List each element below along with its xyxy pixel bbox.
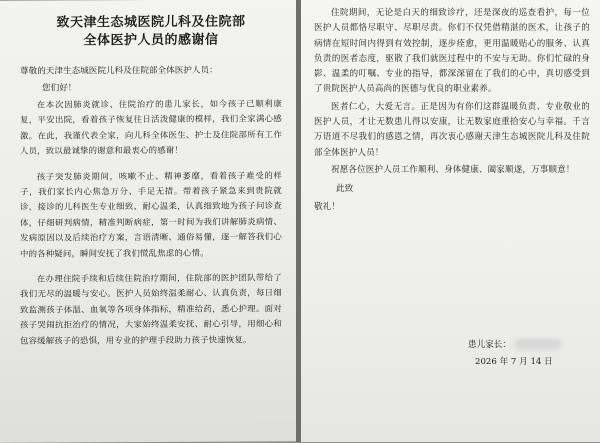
redacted-name (515, 339, 561, 350)
letter-title-line2: 全体医护人员的感谢信 (83, 32, 219, 49)
salutation: 尊敬的天津生态城医院儿科及住院部全体医护人员： (20, 65, 218, 77)
letter-date: 2026 年 7 月 14 日 (475, 357, 553, 367)
paragraph-1: 在本次因肺炎就诊、住院治疗的患儿家长，如今孩子已顺利康复，平安出院，看着孩子恢复往日活泼健康的模样，我们全家满心感激。在此，我谨代表全家，向儿科全体医生、护士及住院部所有工作人员，致以最诚挚的谢意和最衷心的感谢！ (20, 98, 282, 156)
letter-title-line1: 致天津生态城医院儿科及住院部 (56, 14, 246, 31)
letter-page-left (0, 0, 296, 443)
signature (468, 338, 561, 350)
signature-label: 患儿家长： (468, 340, 511, 350)
paragraph-4: 住院期间，无论是白天的细致诊疗，还是深夜的巡查看护，每一位医护人员都恪尽职守、尽职尽责。你们不仅凭借精湛的医术，让孩子的病情在短时间内得到有效控制，逐步痊愈，更用温暖贴心的服务、认真负责的医者态度，驱散了我们就医过程中的不安与无助。你们忙碌的身影、温柔的叮嘱、专业的指导，都深深留在了我们的心中，真切感受到了贵院医护人员高尚的医德与优良的职业素养。 (314, 8, 590, 95)
letter-page-right (301, 0, 600, 442)
greeting: 您们好！ (42, 83, 77, 94)
paragraph-5: 医者仁心，大爱无言。正是因为有你们这群温暖负责、专业敬业的医护人员，才让无数患儿得以安康，让无数家庭重拾安心与幸福。千言万语道不尽我们的感恩之情，再次衷心感谢天津生态城医院儿科及住院部全体医护人员！ (314, 101, 590, 158)
paragraph-3: 在办理住院手续和后续住院治疗期间，住院部的医护团队带给了我们无尽的温暖与安心。医护人员始终温柔耐心、认真负责，每日细致监测孩子体温、血氧等各项身体指标，精准给药，悉心护理。面对孩子哭闹抗拒治疗的情况，大家始终温柔安抚、耐心引导，用细心和包容缓解孩子的恐惧，用专业的护理手段助力孩子快速恢复。 (20, 272, 282, 346)
closing-jing-li: 敬礼！ (314, 202, 340, 213)
paragraph-6: 祝愿各位医护人员工作顺利、身体健康、阖家顺遂，万事顺意！ (331, 164, 575, 175)
closing-ci-zhi: 此致 (336, 184, 354, 195)
paragraph-2: 孩子突发肺炎期间，咳嗽不止、精神萎靡，看着孩子难受的样子，我们家长内心焦急万分、手足无措。带着孩子紧急来到贵院就诊，接诊的儿科医生专业细致、耐心温柔，认真细致地为孩子问诊查体，仔细研判病情，精准判断病症，第一时间为我们讲解肺炎病情、发病原因以及后续治疗方案，言语清晰、通俗易懂，逐一解答我们心中的各种疑问，瞬间安抚了我们慌乱焦虑的心情。 (20, 169, 282, 259)
